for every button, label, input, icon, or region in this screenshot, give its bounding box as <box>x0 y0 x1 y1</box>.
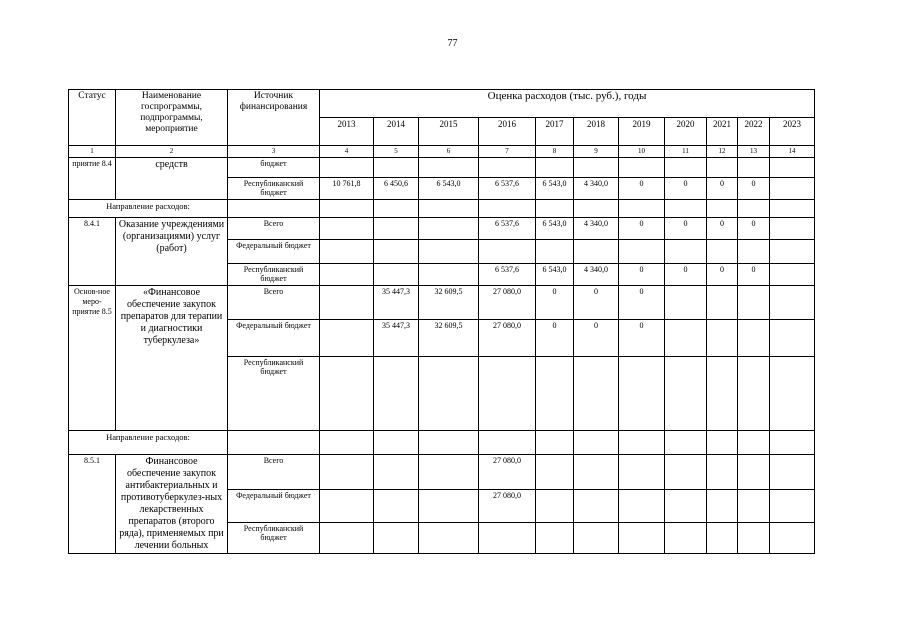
header-source: Источник финансирования <box>228 90 320 146</box>
year-header: 2021 <box>707 118 738 146</box>
measure-name-cell: средств <box>116 158 228 200</box>
value-cell <box>574 455 619 490</box>
table-row <box>69 218 815 240</box>
value-cell <box>419 218 479 240</box>
status-cell: Основ-ное меро-приятие 8.5 <box>69 286 116 431</box>
funding-source-cell: Республиканский бюджет <box>228 523 320 554</box>
value-cell: 6 543,0 <box>536 264 574 286</box>
value-cell: 0 <box>738 178 770 200</box>
empty-cell <box>707 431 738 455</box>
value-cell <box>536 490 574 523</box>
measure-name-cell: Оказание учреждениями (организациями) услуг (работ) <box>116 218 228 286</box>
value-cell <box>665 490 707 523</box>
year-header: 2019 <box>619 118 665 146</box>
value-cell <box>574 240 619 264</box>
year-header: 2015 <box>419 118 479 146</box>
year-header: 2013 <box>320 118 374 146</box>
value-cell: 0 <box>707 218 738 240</box>
value-cell <box>770 357 815 431</box>
value-cell <box>320 357 374 431</box>
value-cell <box>770 178 815 200</box>
empty-cell <box>738 431 770 455</box>
value-cell: 27 080,0 <box>479 286 536 320</box>
value-cell <box>665 357 707 431</box>
column-number: 7 <box>479 146 536 158</box>
value-cell <box>707 490 738 523</box>
value-cell: 0 <box>574 286 619 320</box>
column-number: 4 <box>320 146 374 158</box>
value-cell <box>479 523 536 554</box>
value-cell: 6 537,6 <box>479 218 536 240</box>
value-cell <box>770 455 815 490</box>
value-cell <box>707 158 738 178</box>
value-cell <box>419 357 479 431</box>
value-cell <box>770 240 815 264</box>
column-number: 14 <box>770 146 815 158</box>
value-cell <box>419 240 479 264</box>
value-cell <box>619 523 665 554</box>
empty-cell <box>665 431 707 455</box>
empty-cell <box>479 431 536 455</box>
value-cell: 0 <box>665 218 707 240</box>
column-number: 10 <box>619 146 665 158</box>
year-header: 2014 <box>374 118 419 146</box>
value-cell <box>574 523 619 554</box>
value-cell <box>619 357 665 431</box>
empty-cell <box>419 431 479 455</box>
value-cell <box>619 240 665 264</box>
measure-name-cell: «Финансовое обеспечение закупок препаратов для терапии и диагностики туберкулеза» <box>116 286 228 431</box>
value-cell: 6 543,0 <box>536 178 574 200</box>
empty-cell <box>738 200 770 218</box>
year-header: 2023 <box>770 118 815 146</box>
funding-source-cell: Всего <box>228 218 320 240</box>
empty-cell <box>320 431 374 455</box>
year-header: 2016 <box>479 118 536 146</box>
value-cell: 0 <box>707 264 738 286</box>
status-cell: приятие 8.4 <box>69 158 116 200</box>
status-cell: 8.4.1 <box>69 218 116 286</box>
column-number: 12 <box>707 146 738 158</box>
direction-label: Направление расходов: <box>69 200 228 218</box>
value-cell: 0 <box>619 218 665 240</box>
value-cell <box>707 240 738 264</box>
column-number: 11 <box>665 146 707 158</box>
value-cell: 0 <box>619 286 665 320</box>
value-cell <box>619 158 665 178</box>
value-cell <box>536 357 574 431</box>
value-cell <box>374 240 419 264</box>
value-cell <box>419 455 479 490</box>
value-cell <box>320 158 374 178</box>
value-cell: 0 <box>738 264 770 286</box>
funding-source-cell: Всего <box>228 286 320 320</box>
value-cell <box>738 320 770 357</box>
value-cell <box>374 218 419 240</box>
value-cell: 4 340,0 <box>574 218 619 240</box>
direction-row <box>69 431 815 455</box>
header-name: Наименование госпрограммы, подпрограммы, мероприятие <box>116 90 228 146</box>
direction-label: Направление расходов: <box>69 431 228 455</box>
table-row <box>69 158 815 178</box>
value-cell <box>707 286 738 320</box>
table-row <box>69 286 815 320</box>
column-number: 5 <box>374 146 419 158</box>
funding-source-cell: бюджет <box>228 158 320 178</box>
year-header: 2017 <box>536 118 574 146</box>
empty-cell <box>374 200 419 218</box>
value-cell: 0 <box>707 178 738 200</box>
value-cell <box>574 490 619 523</box>
empty-cell <box>228 431 320 455</box>
table-row <box>69 455 815 490</box>
value-cell: 0 <box>665 178 707 200</box>
value-cell <box>374 490 419 523</box>
value-cell <box>619 455 665 490</box>
value-cell <box>738 357 770 431</box>
value-cell: 27 080,0 <box>479 320 536 357</box>
value-cell <box>707 523 738 554</box>
value-cell <box>665 523 707 554</box>
value-cell: 0 <box>619 264 665 286</box>
value-cell <box>738 240 770 264</box>
empty-cell <box>536 431 574 455</box>
value-cell <box>320 490 374 523</box>
header-estimate: Оценка расходов (тыс. руб.), годы <box>320 90 815 118</box>
value-cell <box>665 286 707 320</box>
value-cell <box>320 240 374 264</box>
value-cell: 0 <box>536 320 574 357</box>
funding-source-cell: Республиканский бюджет <box>228 357 320 431</box>
value-cell <box>320 320 374 357</box>
value-cell: 4 340,0 <box>574 264 619 286</box>
value-cell <box>536 240 574 264</box>
empty-cell <box>536 200 574 218</box>
column-number: 6 <box>419 146 479 158</box>
value-cell <box>665 158 707 178</box>
empty-cell <box>374 431 419 455</box>
value-cell <box>738 523 770 554</box>
value-cell: 0 <box>536 286 574 320</box>
value-cell <box>374 455 419 490</box>
value-cell <box>738 158 770 178</box>
value-cell: 32 609,5 <box>419 320 479 357</box>
value-cell <box>479 240 536 264</box>
value-cell <box>479 357 536 431</box>
column-number: 2 <box>116 146 228 158</box>
value-cell <box>419 264 479 286</box>
value-cell: 10 761,8 <box>320 178 374 200</box>
value-cell <box>320 523 374 554</box>
value-cell <box>419 490 479 523</box>
value-cell <box>770 320 815 357</box>
funding-source-cell: Всего <box>228 455 320 490</box>
empty-cell <box>619 431 665 455</box>
value-cell <box>707 455 738 490</box>
value-cell: 6 450,6 <box>374 178 419 200</box>
value-cell <box>707 320 738 357</box>
value-cell <box>320 286 374 320</box>
empty-cell <box>479 200 536 218</box>
value-cell <box>479 158 536 178</box>
value-cell: 4 340,0 <box>574 178 619 200</box>
empty-cell <box>707 200 738 218</box>
funding-source-cell: Республиканский бюджет <box>228 178 320 200</box>
value-cell <box>770 523 815 554</box>
value-cell: 0 <box>665 264 707 286</box>
value-cell: 32 609,5 <box>419 286 479 320</box>
direction-row <box>69 200 815 218</box>
value-cell: 35 447,3 <box>374 320 419 357</box>
value-cell <box>320 264 374 286</box>
value-cell: 0 <box>619 178 665 200</box>
value-cell: 6 543,0 <box>419 178 479 200</box>
value-cell: 35 447,3 <box>374 286 419 320</box>
empty-cell <box>770 431 815 455</box>
value-cell <box>738 286 770 320</box>
empty-cell <box>665 200 707 218</box>
value-cell: 6 537,6 <box>479 178 536 200</box>
value-cell <box>738 455 770 490</box>
column-number: 8 <box>536 146 574 158</box>
value-cell <box>665 240 707 264</box>
value-cell <box>770 490 815 523</box>
value-cell: 0 <box>738 218 770 240</box>
empty-cell <box>320 200 374 218</box>
empty-cell <box>419 200 479 218</box>
value-cell <box>320 218 374 240</box>
value-cell <box>374 523 419 554</box>
value-cell <box>738 490 770 523</box>
funding-source-cell: Федеральный бюджет <box>228 490 320 523</box>
value-cell <box>665 455 707 490</box>
empty-cell <box>619 200 665 218</box>
funding-source-cell: Федеральный бюджет <box>228 320 320 357</box>
measure-name-cell: Финансовое обеспечение закупок антибактериальных и противотуберкулез-ных лекарственных препаратов (второго ряда), применяемых при лечении больных <box>116 455 228 554</box>
value-cell <box>320 455 374 490</box>
value-cell <box>770 264 815 286</box>
value-cell <box>707 357 738 431</box>
empty-cell <box>574 200 619 218</box>
empty-cell <box>770 200 815 218</box>
value-cell <box>536 523 574 554</box>
year-header: 2018 <box>574 118 619 146</box>
value-cell <box>374 264 419 286</box>
value-cell: 6 537,6 <box>479 264 536 286</box>
page-number: 77 <box>447 38 458 49</box>
budget-table <box>68 89 815 554</box>
value-cell: 27 080,0 <box>479 490 536 523</box>
value-cell: 0 <box>619 320 665 357</box>
column-number: 13 <box>738 146 770 158</box>
value-cell <box>574 158 619 178</box>
value-cell <box>419 158 479 178</box>
value-cell <box>536 455 574 490</box>
value-cell: 0 <box>574 320 619 357</box>
header-status: Статус <box>69 90 116 146</box>
value-cell <box>770 158 815 178</box>
value-cell <box>419 523 479 554</box>
value-cell <box>536 158 574 178</box>
year-header: 2020 <box>665 118 707 146</box>
value-cell: 6 543,0 <box>536 218 574 240</box>
column-number: 9 <box>574 146 619 158</box>
value-cell <box>619 490 665 523</box>
value-cell: 27 080,0 <box>479 455 536 490</box>
empty-cell <box>574 431 619 455</box>
column-number: 1 <box>69 146 116 158</box>
value-cell <box>374 158 419 178</box>
value-cell <box>770 286 815 320</box>
value-cell <box>374 357 419 431</box>
empty-cell <box>228 200 320 218</box>
value-cell <box>665 320 707 357</box>
funding-source-cell: Федеральный бюджет <box>228 240 320 264</box>
value-cell <box>770 218 815 240</box>
status-cell: 8.5.1 <box>69 455 116 554</box>
year-header: 2022 <box>738 118 770 146</box>
column-number: 3 <box>228 146 320 158</box>
funding-source-cell: Республиканский бюджет <box>228 264 320 286</box>
value-cell <box>574 357 619 431</box>
